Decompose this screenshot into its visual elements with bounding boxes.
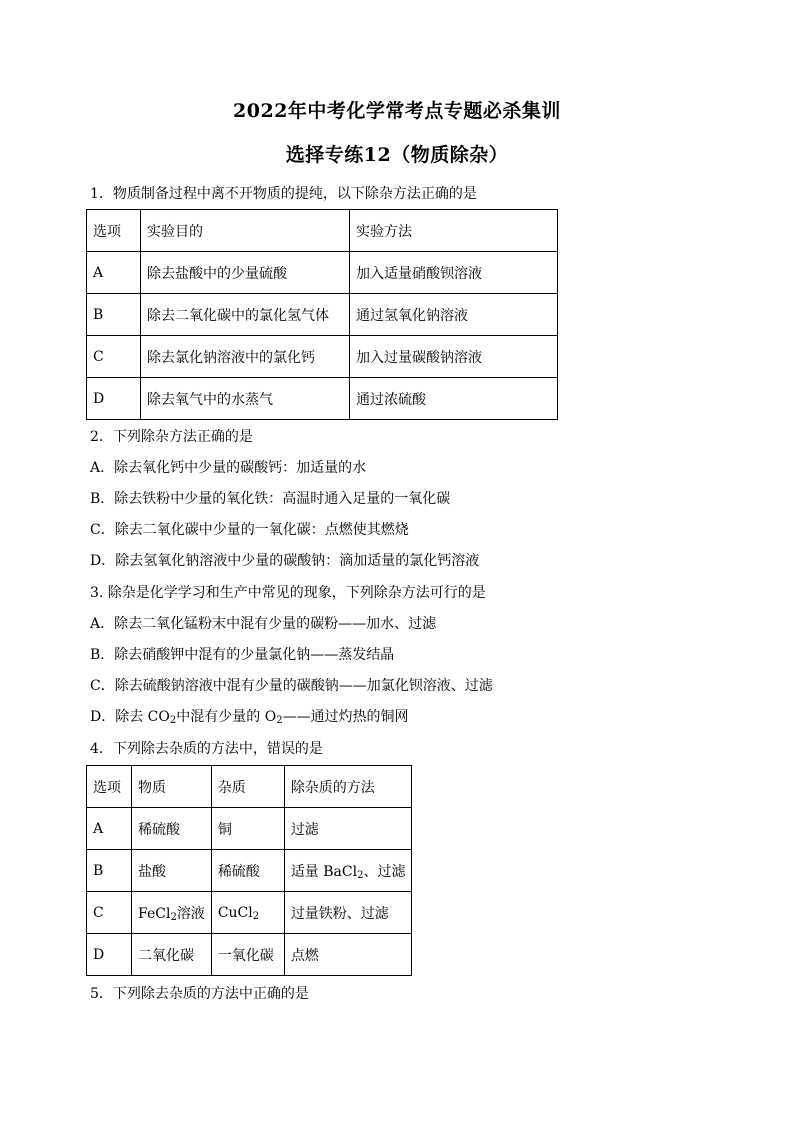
subscript: 2 bbox=[169, 715, 177, 726]
table-cell: A bbox=[87, 808, 132, 850]
table-header-row bbox=[87, 766, 412, 808]
table-header-cell: 除杂质的方法 bbox=[284, 766, 412, 808]
table-cell: C bbox=[87, 892, 132, 934]
table-header-row bbox=[87, 210, 558, 252]
table-cell: C bbox=[87, 336, 141, 378]
table-cell: B bbox=[87, 850, 132, 892]
table-header-cell: 物质 bbox=[132, 766, 212, 808]
table-cell: 盐酸 bbox=[132, 850, 212, 892]
question-5-stem: 5．下列除去杂质的方法中正确的是 bbox=[90, 986, 309, 1002]
table-header-cell: 选项 bbox=[87, 210, 141, 252]
table-row bbox=[87, 378, 558, 420]
table-cell: 稀硫酸 bbox=[132, 808, 212, 850]
document-subtitle: 选择专练12（物质除杂） bbox=[285, 144, 509, 166]
table-row bbox=[87, 808, 412, 850]
subscript: 2 bbox=[252, 910, 260, 922]
table-cell: 通过氢氧化钠溶液 bbox=[350, 294, 558, 336]
table-cell: 除去二氧化碳中的氯化氢气体 bbox=[141, 294, 350, 336]
question-4-table bbox=[86, 765, 412, 976]
question-3-option-d bbox=[90, 708, 409, 726]
table-row bbox=[87, 252, 558, 294]
option-d-prefix: D．除去 CO bbox=[90, 709, 170, 725]
formula-text: 溶液 bbox=[176, 905, 205, 922]
question-3-option-c: C．除去硫酸钠溶液中混有少量的碳酸钠——加氯化钡溶液、过滤 bbox=[90, 678, 493, 694]
table-row bbox=[87, 934, 412, 976]
table-cell bbox=[284, 850, 412, 892]
table-cell: 除去氧气中的水蒸气 bbox=[141, 378, 350, 420]
method-text: 、过滤 bbox=[363, 863, 406, 880]
table-cell: A bbox=[87, 252, 141, 294]
table-cell: D bbox=[87, 378, 141, 420]
table-cell: 二氧化碳 bbox=[132, 934, 212, 976]
table-cell: D bbox=[87, 934, 132, 976]
table-cell: 过滤 bbox=[284, 808, 412, 850]
question-2-option-b: B．除去铁粉中少量的氧化铁：高温时通入足量的一氧化碳 bbox=[90, 491, 451, 507]
table-cell: 除去氯化钠溶液中的氯化钙 bbox=[141, 336, 350, 378]
table-header-cell: 实验方法 bbox=[350, 210, 558, 252]
question-2-option-c: C．除去二氧化碳中少量的一氧化碳：点燃使其燃烧 bbox=[90, 522, 409, 538]
option-d-middle: 中混有少量的 O bbox=[176, 709, 277, 725]
table-row bbox=[87, 850, 412, 892]
table-cell: 过量铁粉、过滤 bbox=[284, 892, 412, 934]
table-row bbox=[87, 336, 558, 378]
question-3-stem: 3. 除杂是化学学习和生产中常见的现象，下列除杂方法可行的是 bbox=[90, 585, 486, 601]
table-cell: 加入适量硝酸钡溶液 bbox=[350, 252, 558, 294]
formula-text: CuCl bbox=[217, 904, 253, 921]
subscript: 2 bbox=[276, 715, 283, 726]
table-header-cell: 实验目的 bbox=[141, 210, 350, 252]
question-3-option-a: A．除去二氧化锰粉末中混有少量的碳粉——加水、过滤 bbox=[90, 616, 437, 632]
table-cell: 一氧化碳 bbox=[211, 934, 284, 976]
question-1-stem: 1．物质制备过程中离不开物质的提纯，以下除杂方法正确的是 bbox=[90, 186, 477, 202]
table-row bbox=[87, 892, 412, 934]
question-2-option-a: A．除去氧化钙中少量的碳酸钙：加适量的水 bbox=[90, 460, 367, 476]
option-d-suffix: ——通过灼热的铜网 bbox=[282, 709, 409, 725]
table-header-cell: 杂质 bbox=[211, 766, 284, 808]
method-text: 适量 BaCl bbox=[290, 863, 358, 880]
formula-text: FeCl bbox=[138, 905, 171, 922]
table-cell bbox=[211, 892, 284, 934]
table-cell: 铜 bbox=[211, 808, 284, 850]
table-header-cell: 选项 bbox=[87, 766, 132, 808]
question-4-stem: 4．下列除去杂质的方法中，错误的是 bbox=[90, 741, 323, 757]
document-title: 2022年中考化学常考点专题必杀集训 bbox=[233, 100, 561, 122]
question-3-option-b: B．除去硝酸钾中混有的少量氯化钠——蒸发结晶 bbox=[90, 647, 395, 663]
question-2-stem: 2．下列除杂方法正确的是 bbox=[90, 429, 253, 445]
question-1-table bbox=[86, 209, 558, 420]
table-row bbox=[87, 294, 558, 336]
table-cell bbox=[132, 892, 212, 934]
table-cell: 稀硫酸 bbox=[211, 850, 284, 892]
table-cell: 通过浓硫酸 bbox=[350, 378, 558, 420]
subscript: 2 bbox=[170, 911, 177, 923]
table-cell: B bbox=[87, 294, 141, 336]
table-cell: 加入过量碳酸钠溶液 bbox=[350, 336, 558, 378]
table-cell: 点燃 bbox=[284, 934, 412, 976]
subscript: 2 bbox=[357, 869, 364, 881]
table-cell: 除去盐酸中的少量硫酸 bbox=[141, 252, 350, 294]
question-2-option-d: D．除去氢氧化钠溶液中少量的碳酸钠：滴加适量的氯化钙溶液 bbox=[90, 553, 480, 569]
